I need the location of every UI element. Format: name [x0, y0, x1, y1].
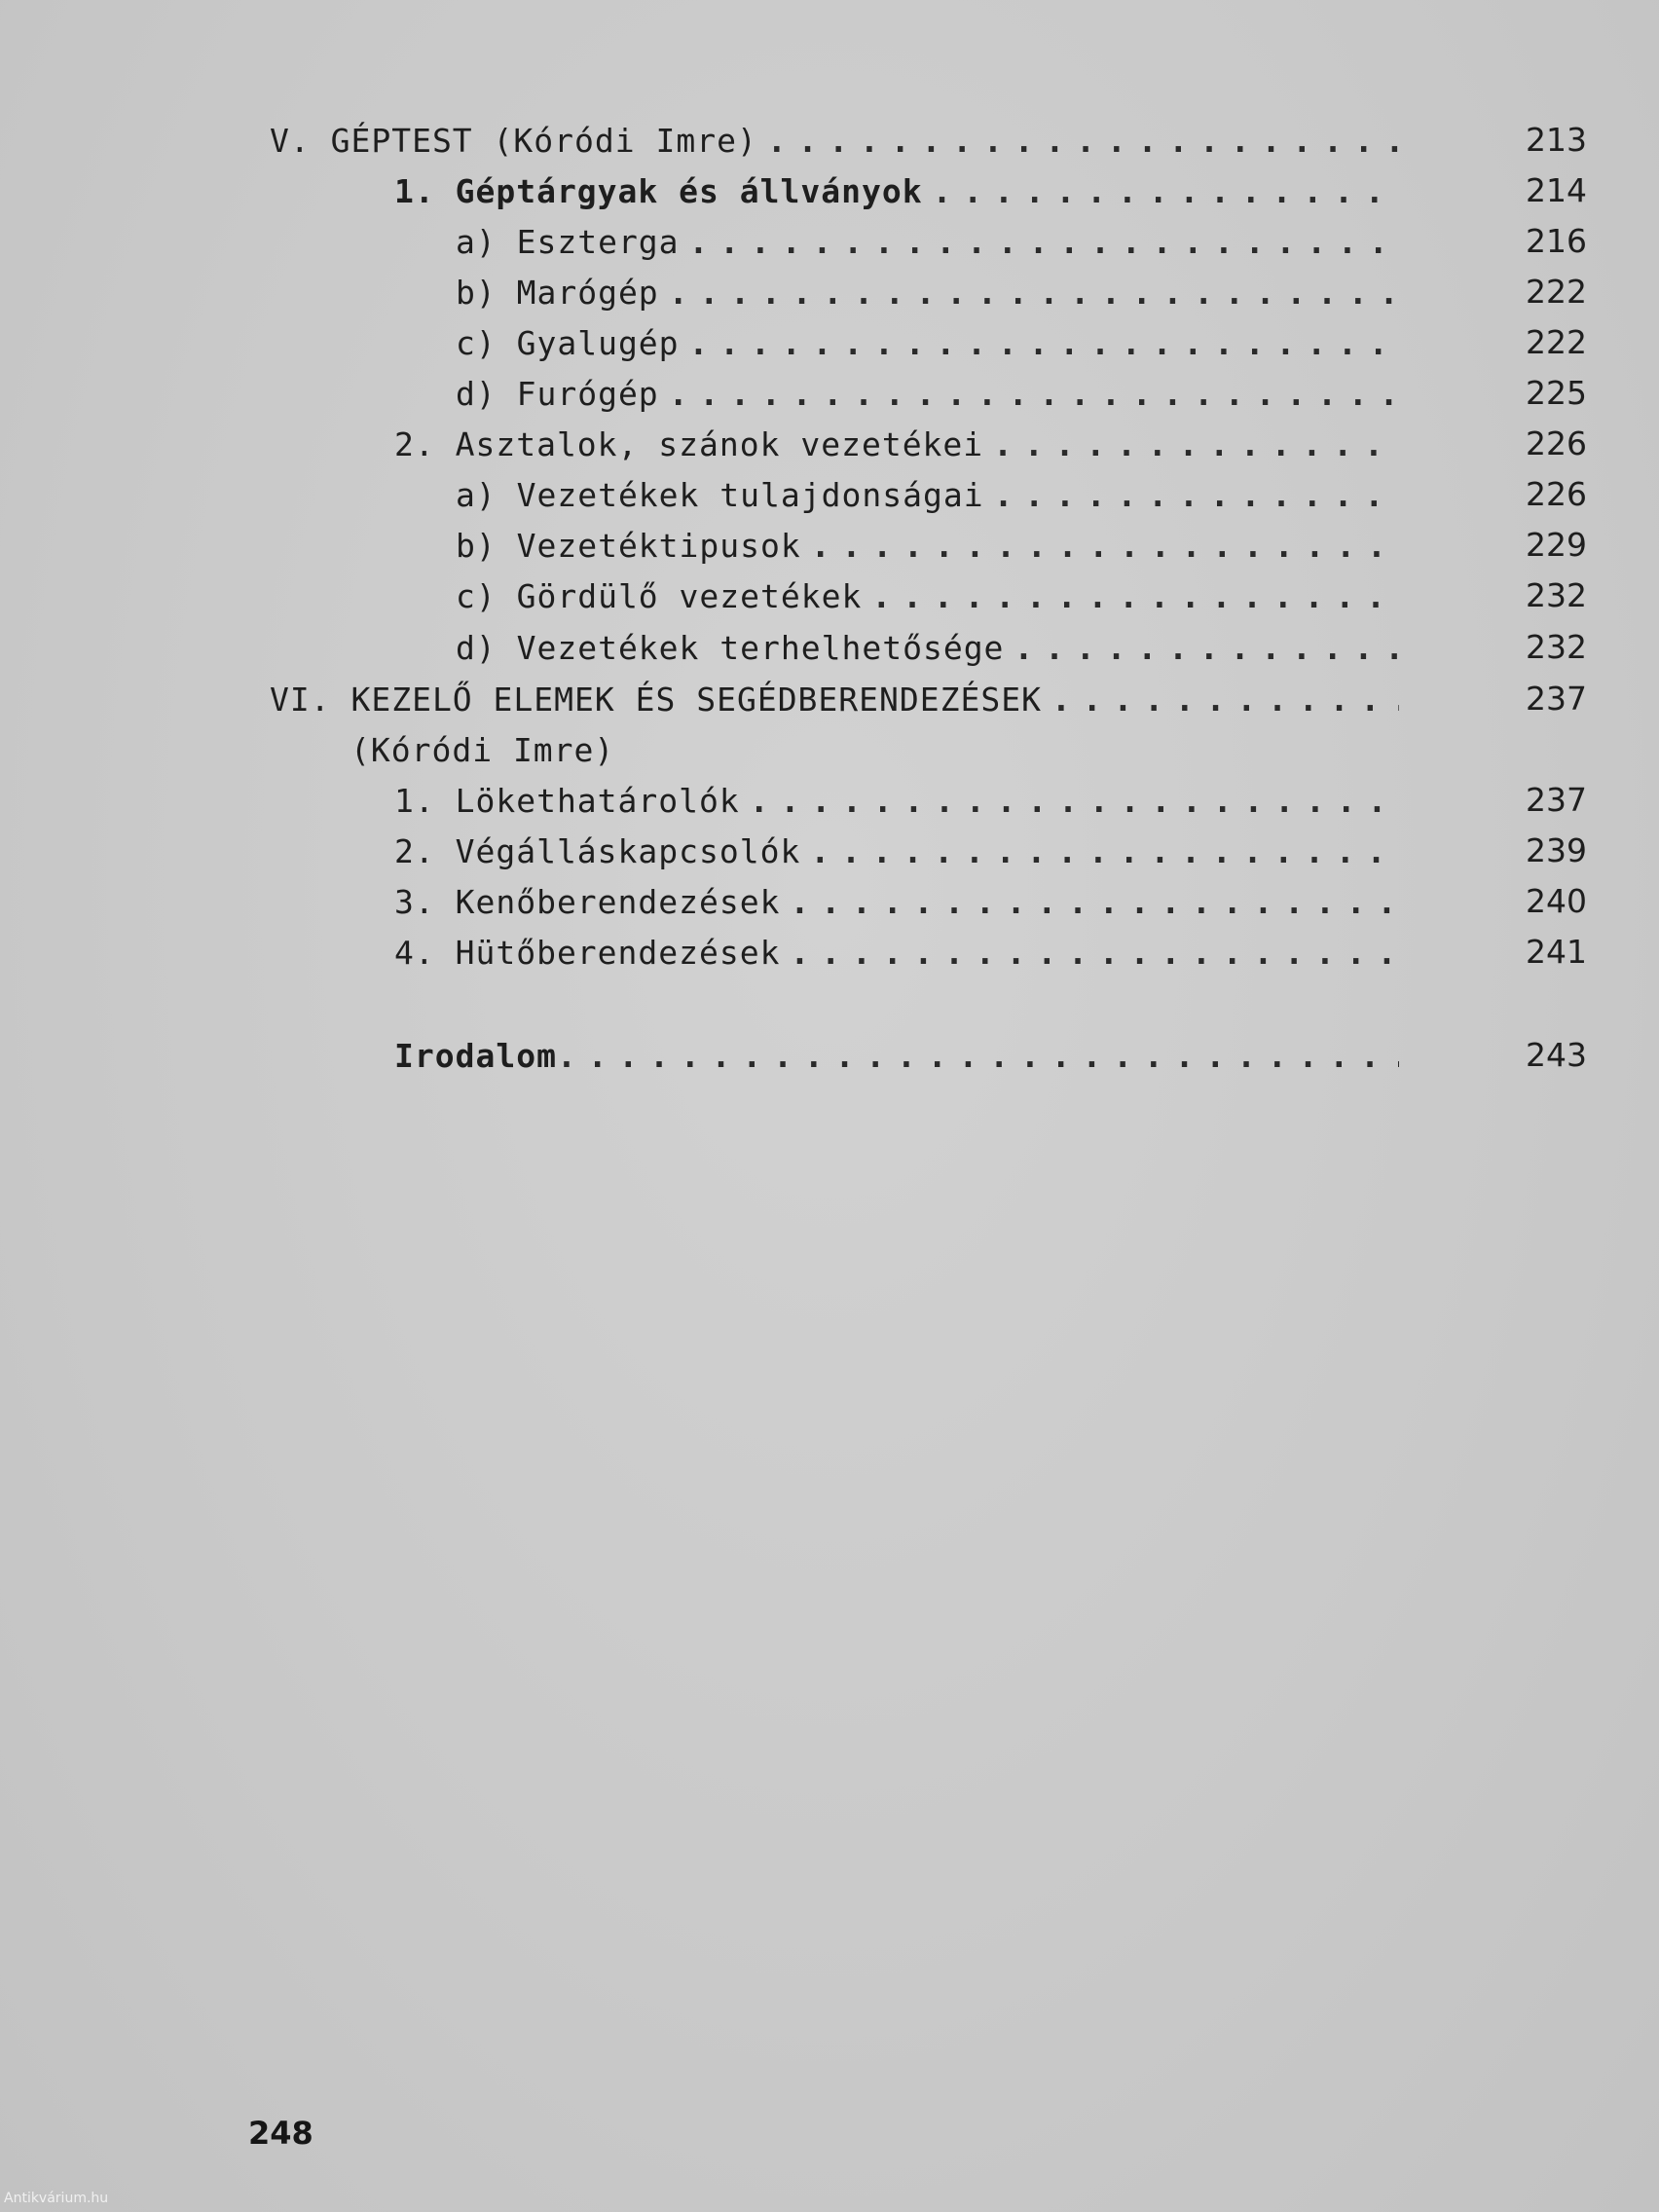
toc-entry-label: 3. Kenőberendezések [394, 882, 781, 921]
toc-entry-page: 216 [1526, 222, 1587, 260]
toc-entry-section-5-2 [394, 423, 1399, 465]
toc-entry-sub-5-2-a [456, 473, 1399, 516]
toc-entry-page: 239 [1526, 831, 1587, 869]
toc-entry-sub-5-2-d [456, 626, 1399, 669]
toc-entry-page: 213 [1526, 121, 1587, 159]
toc-entry-page: 240 [1526, 882, 1587, 920]
toc-entry-sub-5-1-d [456, 372, 1399, 415]
dot-leader [810, 832, 1399, 870]
toc-entry-page: 214 [1526, 171, 1587, 209]
dot-leader [689, 324, 1399, 362]
toc-entry-label: d) Furógép [456, 374, 659, 413]
toc-entry-label: V. GÉPTEST (Kóródi Imre) [270, 121, 757, 160]
toc-entry-label: Irodalom [394, 1036, 557, 1075]
toc-entry-section-6-1 [394, 779, 1399, 822]
toc-entry-page: 237 [1526, 680, 1587, 718]
toc-entry-label: 1. Géptárgyak és állványok [394, 171, 923, 210]
watermark-text: Antikvárium.hu [4, 2191, 109, 2206]
toc-entry-page: 225 [1526, 374, 1587, 412]
dot-leader [993, 425, 1399, 463]
toc-entry-page: 226 [1526, 475, 1587, 513]
dot-leader [994, 476, 1399, 514]
toc-entry-section-6-2 [394, 830, 1399, 872]
toc-entry-sub-5-2-b [456, 524, 1399, 567]
toc-entry-label: c) Gördülő vezetékek [456, 576, 863, 615]
toc-entry-label: a) Eszterga [456, 222, 680, 261]
toc-entry-sub-5-1-a [456, 220, 1399, 263]
toc-entry-page: 222 [1526, 273, 1587, 311]
toc-entry-page: 237 [1526, 781, 1587, 819]
toc-entry-section-5-1 [394, 169, 1399, 212]
toc-entry-sub-5-1-b [456, 271, 1399, 313]
toc-entry-label: a) Vezetékek tulajdonságai [456, 475, 984, 514]
toc-entry-page: 232 [1526, 628, 1587, 666]
toc-entry-label: d) Vezetékek terhelhetősége [456, 628, 1005, 667]
dot-leader [791, 934, 1400, 972]
dot-leader [933, 172, 1399, 210]
toc-entry-label: b) Vezetéktipusok [456, 526, 801, 565]
toc-entry-label: 4. Hütőberendezések [394, 933, 781, 972]
toc-entry-label: VI. KEZELŐ ELEMEK ÉS SEGÉDBERENDEZÉSEK [270, 680, 1042, 719]
toc-entry-page: 243 [1526, 1036, 1587, 1074]
dot-leader [669, 274, 1399, 312]
dot-leader [1014, 629, 1399, 667]
toc-entry-section-6-4 [394, 931, 1399, 974]
dot-leader [791, 883, 1400, 921]
toc-entry-page: 226 [1526, 424, 1587, 462]
toc-entry-page: 232 [1526, 576, 1587, 614]
toc-entry-chapter-5 [270, 119, 1399, 162]
toc-entry-label: (Kóródi Imre) [350, 730, 615, 769]
toc-entry-sub-5-2-c [456, 574, 1399, 617]
toc-entry-chapter-6-author [350, 728, 614, 771]
dot-leader [750, 782, 1399, 820]
toc-entry-label: 2. Végálláskapcsolók [394, 831, 801, 870]
toc-entry-label: 1. Lökethatárolók [394, 781, 740, 820]
dot-leader [689, 223, 1399, 261]
toc-entry-page: 229 [1526, 526, 1587, 564]
toc-entry-label: 2. Asztalok, szánok vezetékei [394, 424, 984, 463]
dot-leader [811, 527, 1399, 565]
dot-leader [1051, 681, 1399, 719]
toc-entry-bibliography [394, 1034, 1399, 1077]
page-number: 248 [248, 2115, 313, 2152]
toc-entry-page: 222 [1526, 323, 1587, 361]
toc-entry-chapter-6 [270, 678, 1399, 720]
dot-leader [871, 577, 1399, 615]
dot-leader [767, 122, 1399, 160]
toc-entry-label: c) Gyalugép [456, 323, 680, 362]
dot-leader [557, 1037, 1399, 1075]
toc-entry-section-6-3 [394, 880, 1399, 923]
dot-leader [669, 375, 1399, 413]
toc-entry-sub-5-1-c [456, 321, 1399, 364]
toc-entry-page: 241 [1526, 933, 1587, 971]
toc-entry-label: b) Marógép [456, 273, 659, 312]
